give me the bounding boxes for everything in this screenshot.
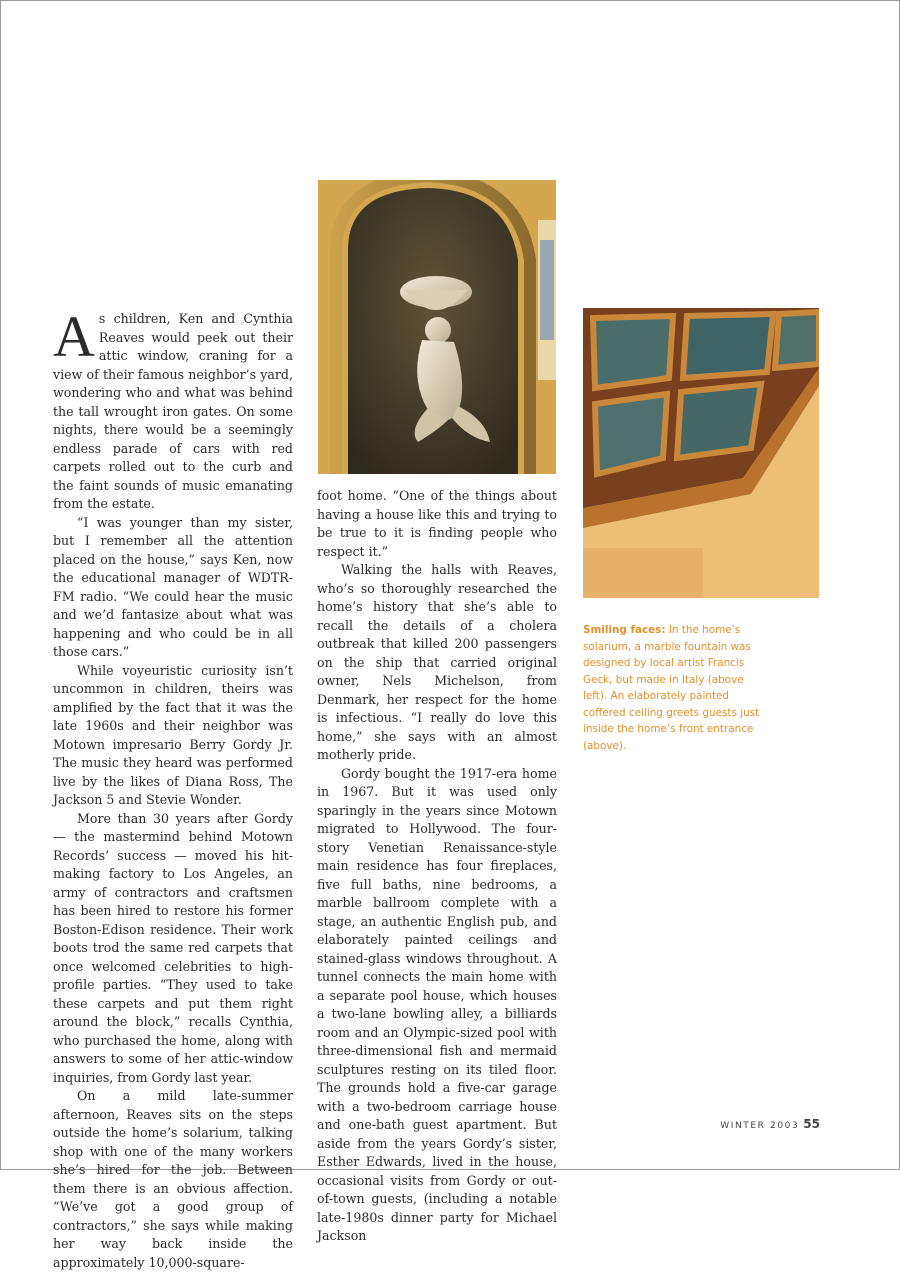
caption-lead: Smiling faces: xyxy=(583,624,666,636)
article-column-2 xyxy=(317,487,557,1246)
paragraph-8: Gordy bought the 1917-era home in 1967. But it was used only sparingly in the years since Motown migrated to Hollywood. The four-story Venetian Renaissance-style main residence has four fireplaces, five full baths, nine bedrooms, a marble ballroom complete with a stage, an authentic English pub, and elaborately painted ceilings and stained-glass windows throughout. A tunnel connects the main home with a separate pool house, which houses a two-lane bowling alley, a billiards room and an Olympic-sized pool with three-dimensional fish and mermaid sculptures resting on its tiled floor. The grounds hold a five-car garage with a two-bedroom carriage house and one-bath guest apartment. But aside from the years Gordy’s sister, Esther Edwards, lived in the house, occasional visits from Gordy or out-of-town guests, (including a notable late-1980s dinner party for Michael Jackson xyxy=(317,765,557,1243)
paragraph-1-text: s children, Ken and Cynthia Reaves would peek out their attic window, craning for a view of their famous neighbor’s yard, wondering who and what was behind the tall wrought iron gates. On some nights, there would be a seemingly endless parade of cars with red carpets rolled out to the curb and the faint sounds of music emanating from the estate. xyxy=(53,311,293,511)
fountain-illustration xyxy=(318,180,556,474)
photo-caption xyxy=(583,622,763,754)
caption-text: In the home’s solarium, a marble fountain was designed by local artist Francis Geck, but made in Italy (above left). An elaborately painted coffered ceiling greets guests just inside the home’s front entrance (above). xyxy=(583,624,760,752)
fountain-photo xyxy=(318,180,556,474)
paragraph-3: While voyeuristic curiosity isn’t uncommon in children, theirs was amplified by the fact that it was the late 1960s and their neighbor was Motown impresario Berry Gordy Jr. The music they heard was performed live by the likes of Diana Ross, The Jackson 5 and Stevie Wonder. xyxy=(53,662,293,807)
page-folio xyxy=(700,1113,820,1132)
drop-cap: A xyxy=(53,304,95,369)
paragraph-4: More than 30 years after Gordy — the mastermind behind Motown Records’ success — moved his hit-making factory to Los Angeles, an army of contractors and craftsmen has been hired to restore his former Boston-Edison residence. Their work boots trod the same red carpets that once welcomed celebrities to high-profile parties. “They used to take these carpets and put them right around the block,” recalls Cynthia, who purchased the home, along with answers to some of her attic-window inquiries, from Gordy last year. xyxy=(53,810,293,1085)
paragraph-6: foot home. “One of the things about having a house like this and trying to be true to it is finding people who respect it.” xyxy=(317,488,557,559)
issue-season: WINTER 2003 xyxy=(720,1121,800,1131)
page-number: 55 xyxy=(803,1117,820,1131)
paragraph-1 xyxy=(53,304,293,514)
paragraph-2: “I was younger than my sister, but I remember all the attention placed on the house,” says Ken, now the educational manager of WDTR-FM radio. “We could hear the music and we’d fantasize about what was happening and who could be in all those cars.” xyxy=(53,514,293,659)
article-column-1 xyxy=(53,304,293,1272)
ceiling-illustration xyxy=(583,308,819,598)
ceiling-photo xyxy=(583,308,819,598)
paragraph-5: On a mild late-summer afternoon, Reaves sits on the steps outside the home’s solarium, talking shop with one of the many workers she’s hired for the job. Between them there is an obvious affection. “We’ve got a good group of contractors,” she says while making her way back inside the approximately 10,000-square- xyxy=(53,1088,293,1270)
paragraph-7: Walking the halls with Reaves, who’s so thoroughly researched the home’s history that she’s able to recall the details of a cholera outbreak that killed 200 passengers on the ship that carried original owner, Nels Michelson, from Denmark, her respect for the home is infectious. “I really do love this home,” she says with an almost motherly pride. xyxy=(317,562,557,762)
